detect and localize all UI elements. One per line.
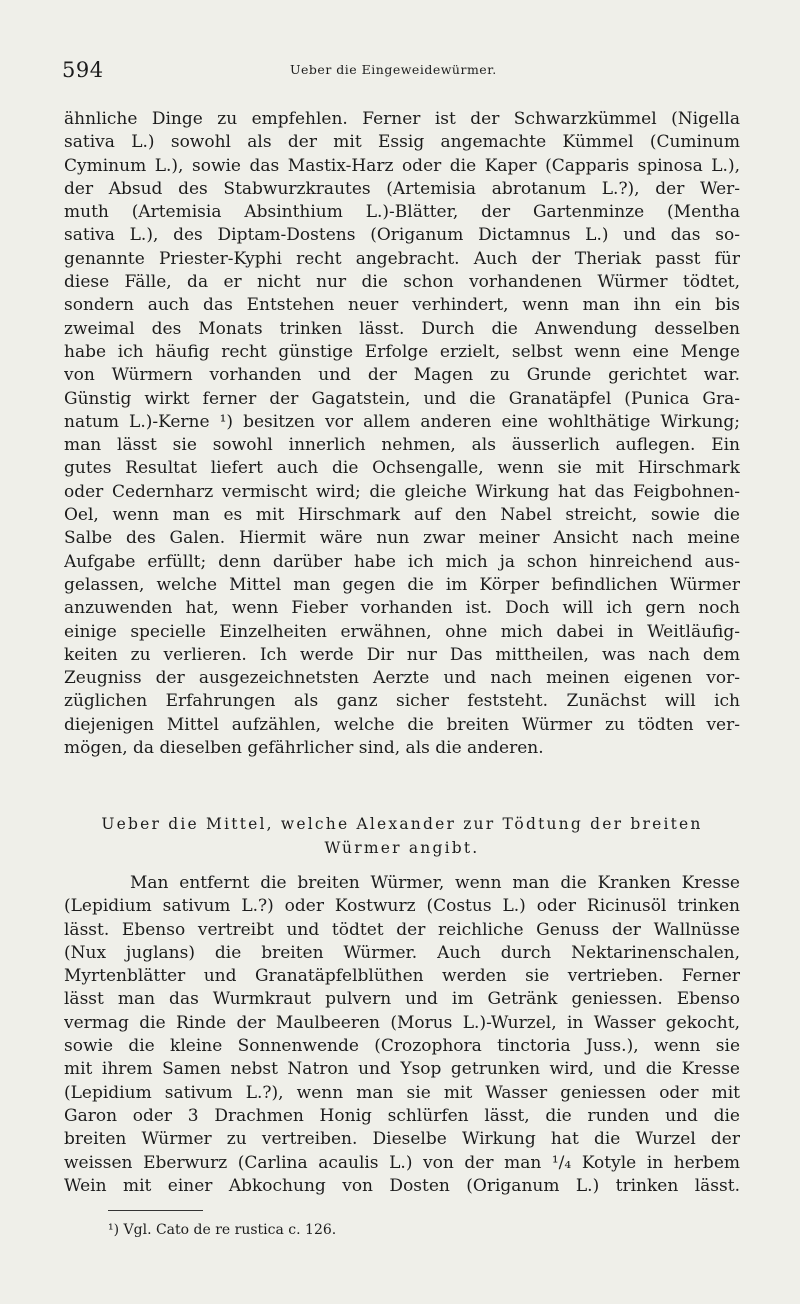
text-line: mögen, da dieselben gefährlicher sind, als die anderen. (64, 738, 544, 759)
text-line: keiten zu verlieren. Ich werde Dir nur Das mittheilen, was nach dem (64, 644, 740, 665)
text-line: Salbe des Galen. Hiermit wäre nun zwar meiner Ansicht nach meine (64, 528, 740, 549)
text-line: vermag die Rinde der Maulbeeren (Morus L.)-Wurzel, in Wasser gekocht, (64, 1012, 740, 1033)
text-line: züglichen Erfahrungen als ganz sicher feststeht. Zunächst will ich (64, 691, 740, 712)
page-header (62, 56, 742, 86)
text-line: der Absud des Stabwurzkrautes (Artemisia abrotanum L.?), der Wer- (64, 178, 740, 199)
footnote: ¹) Vgl. Cato de re rustica c. 126. (108, 1222, 337, 1238)
text-line: breiten Würmer zu vertreiben. Dieselbe Wirkung hat die Wurzel der (64, 1129, 740, 1150)
paragraph-1 (64, 108, 740, 760)
footnote-divider (108, 1210, 203, 1211)
section-heading-line: Würmer angibt. (324, 839, 480, 857)
text-line: weissen Eberwurz (Carlina acaulis L.) von der man ¹/₄ Kotyle in herbem (64, 1152, 740, 1173)
paragraph-2 (64, 872, 740, 1198)
text-line: oder Cedernharz vermischt wird; die gleiche Wirkung hat das Feigbohnen- (64, 481, 740, 502)
text-line: sativa L.) sowohl als der mit Essig angemachte Kümmel (Cuminum (64, 132, 740, 153)
text-line: von Würmern vorhanden und der Magen zu Grunde gerichtet war. (64, 365, 740, 386)
text-line: lässt man das Wurmkraut pulvern und im Getränk geniessen. Ebenso (64, 989, 740, 1010)
text-line: sativa L.), des Diptam-Dostens (Origanum Dictamnus L.) und das so- (64, 225, 740, 246)
text-line: mit ihrem Samen nebst Natron und Ysop getrunken wird, und die Kresse (64, 1059, 740, 1080)
text-line: sowie die kleine Sonnenwende (Crozophora tinctoria Juss.), wenn sie (64, 1036, 740, 1057)
text-line: muth (Artemisia Absinthium L.)-Blätter, der Gartenminze (Mentha (64, 202, 740, 223)
text-line: Aufgabe erfüllt; denn darüber habe ich mich ja schon hinreichend aus- (64, 551, 740, 572)
text-line: gutes Resultat liefert auch die Ochsengalle, wenn sie mit Hirschmark (64, 458, 740, 479)
section-heading (64, 812, 740, 860)
text-line: Oel, wenn man es mit Hirschmark auf den Nabel streicht, sowie die (64, 505, 740, 526)
text-line: habe ich häufig recht günstige Erfolge erzielt, selbst wenn eine Menge (64, 341, 740, 362)
text-line: Zeugniss der ausgezeichnetsten Aerzte und nach meinen eigenen vor- (64, 668, 740, 689)
text-line: Myrtenblätter und Granatäpfelblüthen werden sie vertrieben. Ferner (64, 966, 740, 987)
text-line: diejenigen Mittel aufzählen, welche die breiten Würmer zu tödten ver- (64, 714, 740, 735)
text-line: Garon oder 3 Drachmen Honig schlürfen lässt, die runden und die (64, 1105, 740, 1126)
text-line: sondern auch das Entstehen neuer verhindert, wenn man ihn ein bis (64, 295, 740, 316)
text-line: Cyminum L.), sowie das Mastix-Harz oder die Kaper (Capparis spinosa L.), (64, 155, 740, 176)
text-line: lässt. Ebenso vertreibt und tödtet der reichliche Genuss der Wallnüsse (64, 919, 740, 940)
text-line: Man entfernt die breiten Würmer, wenn man die Kranken Kresse (130, 873, 740, 893)
text-line: zweimal des Monats trinken lässt. Durch die Anwendung desselben (64, 318, 740, 339)
running-head: Ueber die Eingeweidewürmer. (290, 62, 497, 77)
text-line: Günstig wirkt ferner der Gagatstein, und die Granatäpfel (Punica Gra- (64, 388, 740, 409)
text-line: Wein mit einer Abkochung von Dosten (Origanum L.) trinken lässt. (64, 1175, 740, 1196)
text-line: gelassen, welche Mittel man gegen die im Körper befindlichen Würmer (64, 574, 740, 595)
page-number: 594 (62, 58, 104, 82)
text-line: genannte Priester-Kyphi recht angebracht. Auch der Theriak passt für (64, 248, 740, 269)
text-line: anzuwenden hat, wenn Fieber vorhanden ist. Doch will ich gern noch (64, 598, 740, 619)
text-line: ähnliche Dinge zu empfehlen. Ferner ist der Schwarzkümmel (Nigella (64, 109, 740, 129)
text-line: (Nux juglans) die breiten Würmer. Auch durch Nektarinenschalen, (64, 942, 740, 963)
text-line: diese Fälle, da er nicht nur die schon vorhandenen Würmer tödtet, (64, 272, 740, 293)
text-line: (Lepidium sativum L.?), wenn man sie mit Wasser geniessen oder mit (64, 1082, 740, 1103)
text-line: man lässt sie sowohl innerlich nehmen, als äusserlich auflegen. Ein (64, 435, 740, 456)
text-line: natum L.)-Kerne ¹) besitzen vor allem anderen eine wohlthätige Wirkung; (64, 411, 740, 432)
section-heading-line: Ueber die Mittel, welche Alexander zur Tödtung der breiten (101, 815, 703, 833)
text-line: (Lepidium sativum L.?) oder Kostwurz (Costus L.) oder Ricinusöl trinken (64, 896, 740, 917)
text-line: einige specielle Einzelheiten erwähnen, ohne mich dabei in Weitläufig- (64, 621, 740, 642)
